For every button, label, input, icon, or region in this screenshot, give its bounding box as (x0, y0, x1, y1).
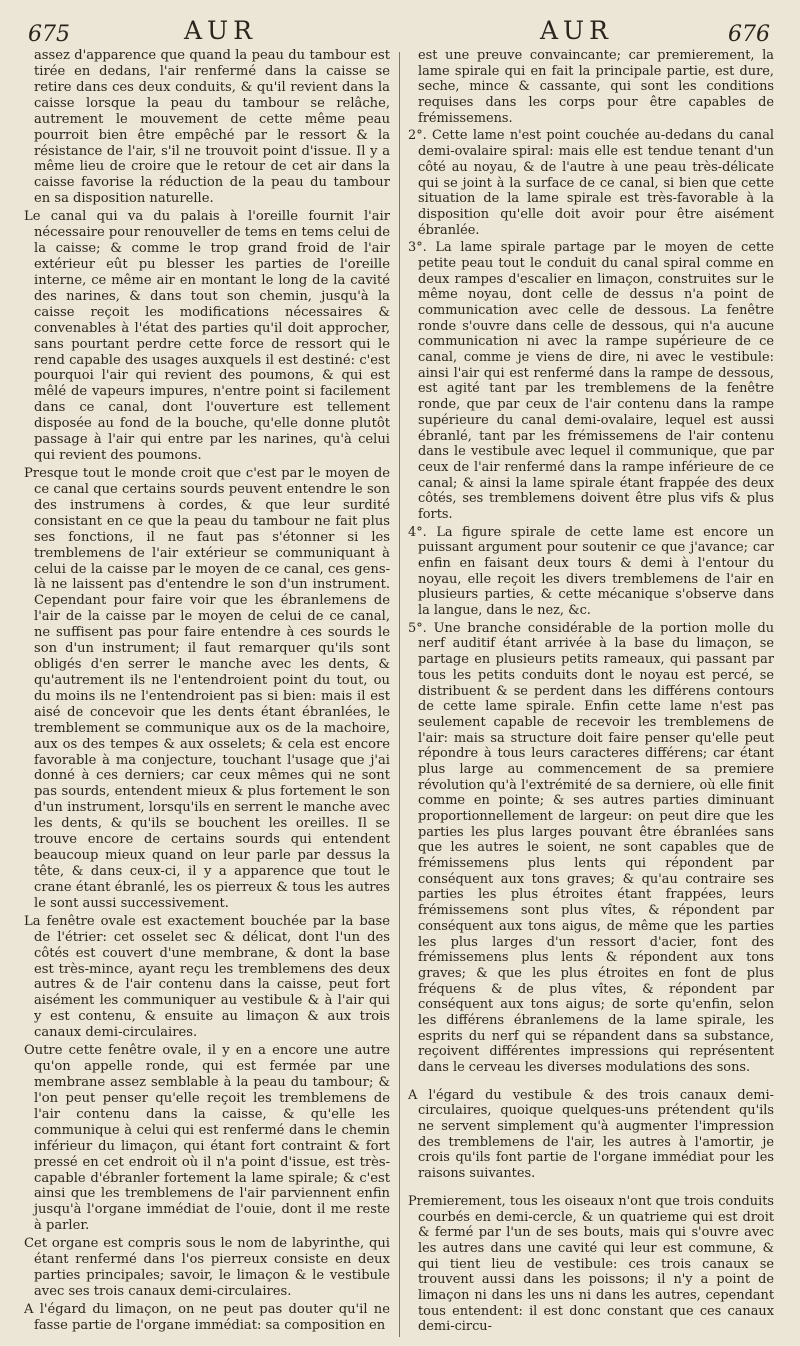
paragraph: La fenêtre ovale est exactement bouchée par la base de l'étrier: cet osselet sec & délicat, dont l'un des côtés est couvert d'une membrane, & dont la base est très-mince, ayant reçu les tremblemens des deux autres & de l'air contenu dans la caisse, peut fort aisément les communiquer au vestibule & à l'air qui y est contenu, & ensuite au limaçon & aux trois canaux demi-circulaires. (24, 913, 390, 1041)
paragraph: 2°. Cette lame n'est point couchée au-dedans du canal demi-ovalaire spiral: mais elle est tendue tenant d'un côté au noyau, & de l'autre à une peau très-délicate qui se joint à la surface de ce canal, si bien que cette situation de la lame spirale est très-favorable à la disposition qu'elle doit avoir pour être aisément ébranlée. (408, 128, 774, 238)
paragraph: assez d'apparence que quand la peau du tambour est tirée en dedans, l'air renfermé dans la caisse se retire dans ces deux conduits, & qu'il revient dans la caisse lorsque la peau du tambour se relâche, autrement le mouvement de cette même peau pourroit bien être empêché par le ressort & la résistance de l'air, s'il ne trouvoit point d'issue. Il y a même lieu de croire que le retour de cet air dans la caisse favorise la réduction de la peau du tambour en sa disposition naturelle. (34, 48, 390, 207)
paragraph: 3°. La lame spirale partage par le moyen de cette petite peau tout le conduit du canal spiral comme en deux rampes d'escalier en limaçon, construites sur le même noyau, dont celle de dessus n'a point de communication avec celle de dessous. La fenêtre ronde s'ouvre dans celle de dessous, qui n'a aucune communication ni avec la rampe supérieure de ce canal, comme je viens de dire, ni avec le vestibule: ainsi l'air qui est renfermé dans la rampe de dessous, est agité tant par les tremblemens de la fenêtre ronde, que par ceux de l'air contenu dans la rampe supérieure du canal demi-ovalaire, lequel est aussi ébranlé, tant par les frémissemens de l'air contenu dans le vestibule avec lequel il communique, que par ceux de l'air renfermé dans la rampe inférieure de ce canal; & ainsi la lame spirale étant frappée des deux côtés, ses tremblemens doivent être plus vifs & plus forts. (408, 240, 774, 522)
paragraph: Presque tout le monde croit que c'est par le moyen de ce canal que certains sourds peuvent entendre le son des instrumens à cordes, & que leur surdité consistant en ce que la peau du tambour ne fait plus ses fonctions, il ne faut pas s'étonner si les tremblemens de l'air extérieur se communiquant à celui de la caisse par le moyen de ce canal, ces gens-là ne laissent pas d'entendre le son d'un instrument. Cependant pour faire voir que les ébranlemens de l'air de la caisse par le moyen de celui de ce canal, ne suffisent pas pour faire entendre à ces sourds le son d'un instrument; il faut remarquer qu'ils sont obligés d'en serrer le manche avec les dents, & qu'autrement ils ne l'entendroient point du tout, ou du moins ils ne l'entendroient pas si bien: mais il est aisé de concevoir que les dents étant ébranlées, le tremblement se communique aux os de la machoire, aux os des tempes & aux osselets; & cela est encore favorable à ma conjecture, touchant l'usage que j'ai donné à ces derniers; car ceux mêmes qui ne sont pas sourds, entendent mieux & plus fortement le son d'un instrument, lorsqu'ils en serrent le manche avec les dents, & qu'ils se bouchent les oreilles. Il se trouve encore de certains sourds qui entendent beaucoup mieux quand on leur parle par dessus la tête, & dans ceux-ci, il y a apparence que tout le crane étant ébranlé, les os pierreux & tous les autres le sont aussi successivement. (24, 465, 390, 911)
left-running-head: AUR (184, 16, 257, 45)
right-column (408, 48, 774, 1338)
paragraph: 5°. Une branche considérable de la portion molle du nerf auditif étant arrivée à la base du limaçon, se partage en plusieurs petits rameaux, qui passant par tous les petits conduits dont le noyau est percé, se distribuent & se perdent dans les différens contours de cette lame spirale. Enfin cette lame n'est pas seulement capable de recevoir les tremblemens de l'air: mais sa structure doit faire penser qu'elle peut répondre à tous leurs caracteres différens; car étant plus large au commencement de sa premiere révolution qu'à l'extrémité de sa derniere, où elle finit comme en pointe; & ses autres parties diminuant proportionnellement de largeur: on peut dire que les parties les plus larges pouvant être ébranlées sans que les autres le soient, ne sont capables que de frémissemens plus lents qui répondent par conséquent aux tons graves; & qu'au contraire ses parties les plus étroites étant frappées, leurs frémissemens sont plus vîtes, & répondent par conséquent aux tons aigus, de même que les parties les plus larges d'un ressort d'acier, font des frémissemens plus lents & répondent aux tons graves; & que les plus étroites en font de plus fréquens & de plus vîtes, & répondent par conséquent aux tons aigus; de sorte qu'enfin, selon les différens ébranlemens de la lame spirale, les esprits du nerf qui se répandent dans sa substance, reçoivent différentes impressions qui représentent dans le cerveau les diverses modulations des sons. (408, 620, 774, 1075)
left-page-number: 675 (28, 22, 70, 47)
paragraph: Cet organe est compris sous le nom de labyrinthe, qui étant renfermé dans l'os pierreux consiste en deux parties principales; savoir, le limaçon & le vestibule avec ses trois canaux demi-circulaires. (24, 1236, 390, 1299)
paragraph: Le canal qui va du palais à l'oreille fournit l'air nécessaire pour renouveller de tems en tems celui de la caisse; & comme le trop grand froid de l'air extérieur eût pu blesser les parties de l'oreille interne, ce même air en montant le long de la cavité des narines, & dans tout son chemin, jusqu'à la caisse reçoit les modifications nécessaires & convenables à l'état des parties qu'il doit approcher, sans pourtant perdre cette force de ressort qui le rend capable des usages auxquels il est destiné: c'est pourquoi l'air qui revient des poumons, & qui est mêlé de vapeurs impures, n'entre point si facilement dans ce canal, dont l'ouverture est tellement disposée au fond de la bouche, qu'elle donne plutôt passage à l'air qui entre par les narines, qu'à celui qui revient des poumons. (24, 209, 390, 464)
left-column (24, 48, 390, 1338)
paragraph: A l'égard du vestibule & des trois canaux demi-circulaires, quoique quelques-uns prétendent qu'ils ne servent simplement qu'à augmenter l'impression des tremblemens de l'air, les autres à l'amortir, je crois qu'ils font partie de l'organe immédiat pour les raisons suivantes. (408, 1087, 774, 1182)
paragraph: 4°. La figure spirale de cette lame est encore un puissant argument pour soutenir ce que j'avance; car enfin en faisant deux tours & demi à l'entour du noyau, elle reçoit les divers tremblemens de l'air en plusieurs parties, & cette mécanique s'observe dans la langue, dans le nez, &c. (408, 524, 774, 619)
paragraph: est une preuve convaincante; car premierement, la lame spirale qui en fait la principale partie, est dure, seche, mince & cassante, qui sont les conditions requises dans les corps pour être capables de frémissemens. (418, 48, 774, 126)
paragraph: Premierement, tous les oiseaux n'ont que trois conduits courbés en demi-cercle, & un quatrieme qui est droit & fermé par l'un de ses bouts, mais qui s'ouvre avec les autres dans une cavité qui leur est commune, & qui tient lieu de vestibule: ces trois canaux se trouvent aussi dans les poissons; il n'y a point de limaçon ni dans les uns ni dans les autres, cependant tous entendent: il est donc constant que ces canaux demi-circu- (408, 1193, 774, 1335)
paragraph: A l'égard du limaçon, on ne peut pas douter qu'il ne fasse partie de l'organe immédiat: sa composition en (24, 1301, 390, 1333)
right-page-number: 676 (728, 22, 770, 47)
right-running-head: AUR (540, 16, 613, 45)
paragraph: Outre cette fenêtre ovale, il y en a encore une autre qu'on appelle ronde, qui est fermée par une membrane assez semblable à la peau du tambour; & l'on peut penser qu'elle reçoit les tremblemens de l'air contenu dans la caisse, & qu'elle les communique à celui qui est renfermé dans le chemin inférieur du limaçon, qui étant fort contraint & fort pressé en cet endroit où il n'a point d'issue, est très-capable d'ébranler fortement la lame spirale; & c'est ainsi que les tremblemens de l'air parviennent enfin jusqu'à l'organe immédiat de l'ouie, dont il me reste à parler. (24, 1043, 390, 1234)
column-divider (399, 52, 400, 1337)
